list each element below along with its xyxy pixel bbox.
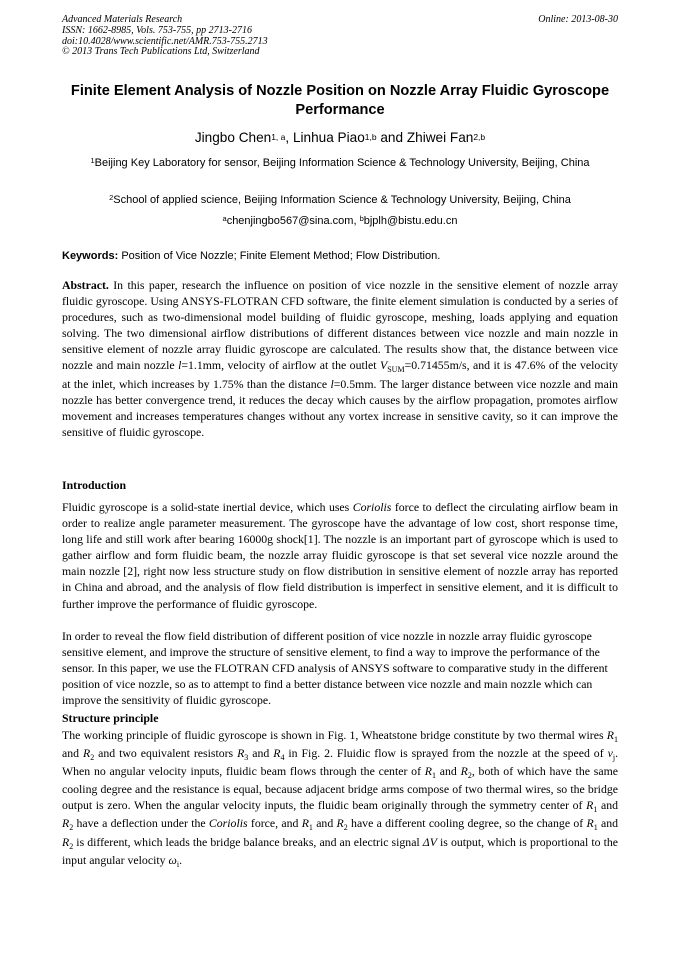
body-text: and bbox=[312, 816, 337, 831]
body-text: and two equivalent resistors bbox=[94, 746, 238, 761]
math-symbol: l bbox=[178, 358, 182, 373]
email-separator: , bbox=[353, 215, 360, 227]
keywords bbox=[62, 249, 618, 264]
author-separator: , bbox=[285, 130, 293, 145]
math-subscript: 2 bbox=[343, 823, 348, 833]
math-subscript: 2 bbox=[467, 771, 472, 781]
math-symbol: R bbox=[273, 746, 281, 761]
math-symbol: ω bbox=[168, 852, 177, 867]
author-superscript: 1,b bbox=[364, 132, 377, 142]
body-text: is different, which leads the bridge balance breaks, and an electric signal bbox=[73, 834, 423, 849]
affiliation-text: Beijing Key Laboratory for sensor, Beijing Information Science & Technology University, Beijing, China bbox=[94, 157, 590, 169]
body-text: is output, which is proportional to the input angular velocity bbox=[62, 834, 619, 867]
body-text: The working principle of fluidic gyroscope is shown in Fig. 1, Wheatstone bridge constitute by two thermal wires bbox=[62, 728, 607, 742]
affiliation-marker: 1 bbox=[90, 156, 95, 165]
abstract-text: In this paper, research the influence on position of vice nozzle in the sensitive element of nozzle array fluidic gyroscope. Using ANSYS-FLOTRAN CFD software, the finite element simulation is conducted by a series of procedures, such as two-dimensional model building of fluidic gyroscope, meshing, loads applying and equation solving. The two dimensional airflow distributions of different distances between vice nozzle and main nozzle in sensitive element of nozzle array fluidic gyroscope are calculated. The results show that, the distance between vice nozzle and main nozzle bbox=[62, 278, 619, 373]
math-symbol: v bbox=[607, 746, 613, 761]
body-text: have a deflection under the bbox=[73, 816, 209, 831]
section-heading-structure: Structure principle bbox=[62, 711, 159, 725]
keywords-label: Keywords: bbox=[62, 250, 119, 262]
paper-title: Finite Element Analysis of Nozzle Position on Nozzle Array Fluidic Gyroscope Performance bbox=[70, 83, 610, 118]
body-text: . When no angular velocity inputs, fluidic beam flows through the center of bbox=[62, 746, 619, 779]
author-name: Zhiwei Fan bbox=[406, 130, 474, 145]
abstract-text: =1.1mm, velocity of airflow at the outlet bbox=[181, 358, 381, 373]
abstract-paragraph bbox=[62, 277, 618, 440]
math-symbol: R bbox=[237, 746, 245, 761]
math-subscript: 3 bbox=[244, 753, 249, 763]
author-emails bbox=[62, 213, 618, 229]
journal-issn: ISSN: 1662-8985, Vols. 753-755, pp 2713-2716 bbox=[62, 24, 252, 36]
author-name: Linhua Piao bbox=[292, 130, 365, 145]
journal-doi: doi:10.4028/www.scientific.net/AMR.753-755.2713 bbox=[62, 35, 268, 47]
math-symbol: R bbox=[424, 764, 432, 779]
math-symbol: ΔV bbox=[422, 834, 437, 849]
email-marker: b bbox=[359, 214, 364, 223]
email-address: chenjingbo567@sina.com bbox=[226, 215, 354, 227]
math-symbol: l bbox=[330, 376, 334, 391]
math-symbol: R bbox=[606, 728, 614, 742]
affiliation-marker: 2 bbox=[109, 193, 114, 202]
body-text: in Fig. 2. Fluidic flow is sprayed from the nozzle at the speed of bbox=[284, 746, 608, 761]
math-symbol: R bbox=[336, 816, 344, 831]
math-symbol: R bbox=[82, 746, 91, 761]
abstract-label: Abstract. bbox=[62, 278, 109, 292]
math-symbol: R bbox=[586, 798, 594, 813]
affiliation-2 bbox=[62, 192, 618, 208]
body-text: and bbox=[597, 816, 619, 831]
online-date: Online: 2013-08-30 bbox=[538, 14, 618, 25]
math-symbol: R bbox=[62, 834, 70, 849]
journal-info bbox=[62, 15, 618, 58]
body-text: and bbox=[248, 746, 274, 761]
math-subscript: 4 bbox=[280, 753, 285, 763]
author-list bbox=[62, 129, 618, 147]
body-text: and bbox=[436, 764, 461, 779]
math-subscript: 2 bbox=[69, 823, 74, 833]
structure-paragraph bbox=[62, 727, 618, 870]
body-text: and bbox=[597, 798, 618, 813]
math-symbol: V bbox=[380, 358, 388, 373]
introduction-paragraph-2: In order to reveal the flow field distribution of different position of vice nozzle in nozzle array fluidic gyroscope sensitive element, and improve the structure of sensitive element, to find a way to improve the performance of the sensor. In this paper, we use the FLOTRAN CFD analysis of ANSYS software to comparative study in the different position of vice nozzle, so as to attempt to find a better distance between vice nozzle and main nozzle which can improve the sensitivity of fluidic gyroscope. bbox=[62, 629, 608, 708]
math-subscript: j bbox=[612, 753, 616, 763]
math-symbol: R bbox=[586, 816, 594, 831]
italic-term: Coriolis bbox=[352, 500, 392, 514]
math-subscript: 1 bbox=[308, 823, 313, 833]
abstract-text: =0.5mm. The larger distance between vice nozzle and main nozzle has better convergence trend, it reduces the decay which causes by the airflow propagation, promotes airflow movement and increases temperatures changes without any vortex increase in sensitive cavity, so it can improve the sensitive of fluidic gyroscope. bbox=[62, 376, 619, 439]
math-symbol: R bbox=[460, 764, 468, 779]
math-symbol: R bbox=[62, 816, 70, 831]
math-subscript: 2 bbox=[90, 753, 95, 763]
journal-name: Advanced Materials Research bbox=[62, 14, 183, 25]
math-subscript: 1 bbox=[614, 735, 618, 744]
math-symbol: R bbox=[301, 816, 309, 831]
body-text: Fluidic gyroscope is a solid-state inertial device, which uses bbox=[62, 500, 353, 514]
author-superscript: 2,b bbox=[473, 132, 486, 142]
introduction-paragraph-1 bbox=[62, 499, 618, 612]
email-address: bjplh@bistu.edu.cn bbox=[363, 215, 458, 227]
journal-header bbox=[62, 15, 618, 58]
math-subscript: 1 bbox=[593, 823, 598, 833]
abstract-text: =0.71455m/s, and it is 47.6% of the velocity at the inlet, which increases by 1.75% than the distance bbox=[62, 358, 619, 391]
body-text: . bbox=[179, 852, 183, 867]
body-text: , both of which have the same cooling degree and the resistance is equal, because adjacent bridge arms compose of two thermal wires, so the bridge output is zero. When the angular velocity inputs, the fluidic beam originally through the symmetry center of bbox=[62, 764, 618, 813]
italic-term: Coriolis bbox=[208, 816, 248, 831]
author-superscript: 1, a bbox=[271, 132, 286, 142]
section-heading-introduction: Introduction bbox=[62, 478, 127, 492]
math-subscript: 1 bbox=[593, 805, 598, 815]
author-separator: and bbox=[376, 130, 407, 145]
journal-copyright: © 2013 Trans Tech Publications Ltd, Switzerland bbox=[62, 46, 260, 58]
body-text: force to deflect the circulating airflow beam in order to realize angle parameter measurement. The gyroscope have the advantage of low cost, short response time, long life and still work after bearing 16000g shock[1]. The nozzle is an important part of gyroscope which is used to gather airflow and form fluidic beam, the nozzle array fluidic gyroscope is that set several vice nozzle around the main nozzle [2], right now less structure study on flow distribution in sensitive element of nozzle array has reported in China and abroad, and the analysis of flow field distribution is imperfect in sensitive element, and it is difficult to further improve the performance of fluidic gyroscope. bbox=[62, 500, 618, 611]
author-name: Jingbo Chen bbox=[194, 130, 272, 145]
affiliation-text: School of applied science, Beijing Information Science & Technology University, Beijing, China bbox=[113, 194, 571, 206]
body-text: force, and bbox=[247, 816, 302, 831]
math-subscript: 2 bbox=[69, 841, 74, 851]
math-subscript: i bbox=[176, 859, 180, 869]
keywords-text: Position of Vice Nozzle; Finite Element Method; Flow Distribution. bbox=[121, 250, 441, 262]
affiliation-1 bbox=[62, 155, 618, 171]
math-subscript: 1 bbox=[432, 771, 436, 781]
email-marker: a bbox=[222, 214, 227, 223]
math-subscript: SUM bbox=[387, 365, 405, 375]
body-text: have a different cooling degree, so the change of bbox=[347, 816, 587, 831]
body-text: and bbox=[62, 746, 83, 761]
